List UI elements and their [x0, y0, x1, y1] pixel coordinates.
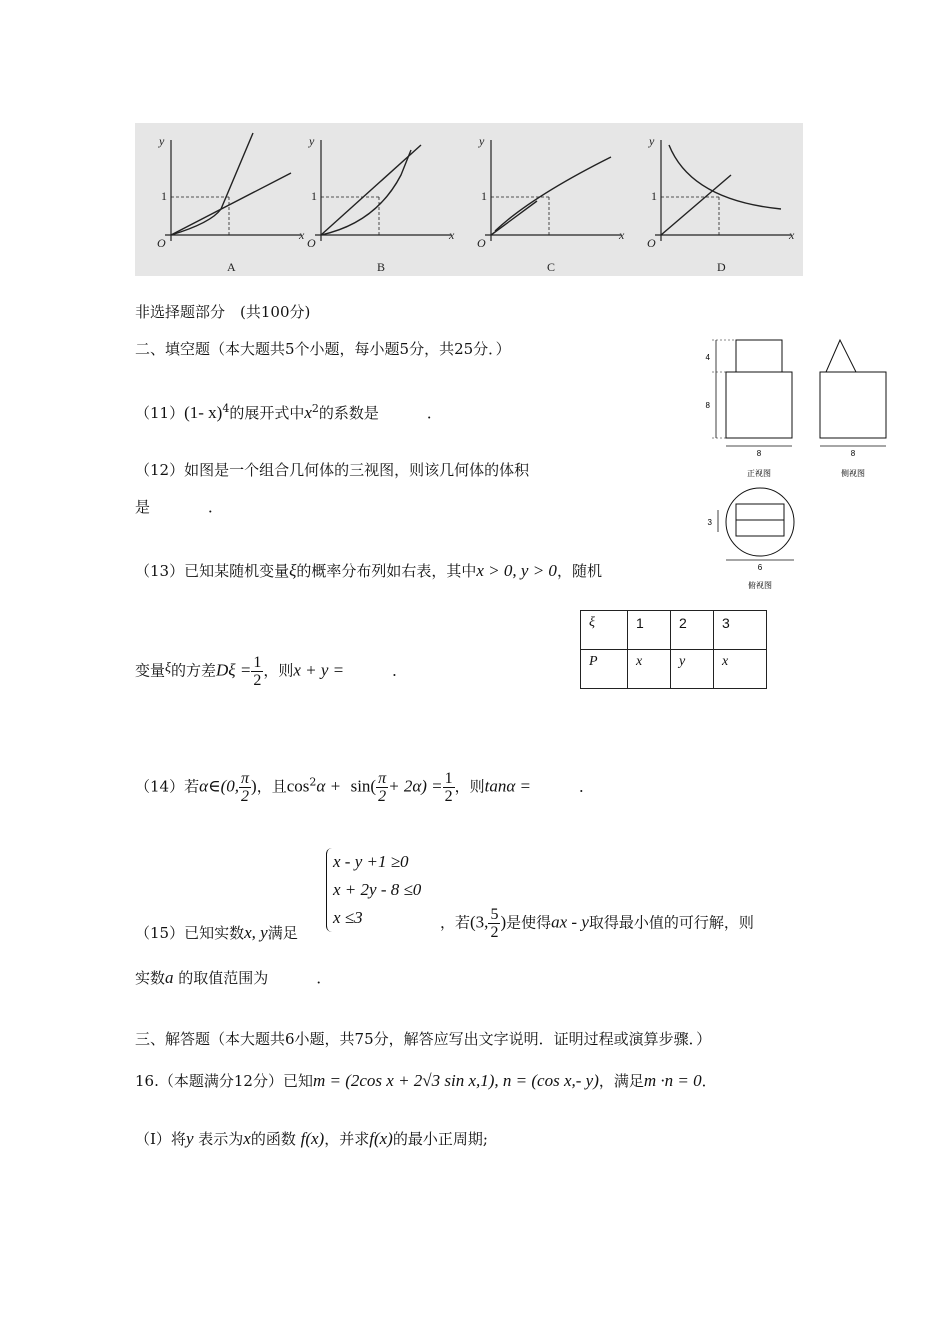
- three-views-figure: [690, 330, 900, 600]
- section3-title: 三、解答题（本大题共6小题，共75分，解答应写出文字说明．证明过程或演算步骤．）: [135, 1030, 712, 1048]
- graph-label: D: [717, 260, 726, 274]
- front-view-label: 正视图: [747, 469, 771, 478]
- section2-title: 二、填空题（本大题共5个小题，每小题5分，共25分．）: [135, 340, 511, 358]
- axis-label-y: y: [649, 134, 655, 148]
- dim-label: 3: [707, 518, 712, 527]
- origin-label: O: [157, 236, 166, 250]
- origin-label: O: [477, 236, 486, 250]
- table-cell: 1: [628, 611, 671, 650]
- question-12-line2: 是 ．: [135, 498, 224, 516]
- dim-label: 6: [757, 563, 763, 572]
- dim-label: 8: [705, 401, 710, 410]
- table-cell: ξ: [581, 611, 628, 650]
- table-row: [581, 650, 767, 689]
- question-16: 16.（本题满分12分）已知m = (2cos x + 2√3 sin x,1), n = (cos x,- y)，满足m ·n = 0．: [135, 1071, 717, 1090]
- table-cell: 2: [671, 611, 714, 650]
- axis-label-x: x: [449, 228, 455, 242]
- question-13: （13）已知某随机变量ξ的概率分布列如右表，其中x > 0, y > 0，随机: [135, 561, 602, 580]
- probability-distribution-table: [580, 610, 767, 689]
- tick-label: 1: [651, 189, 657, 203]
- table-cell: x: [714, 650, 767, 689]
- table-cell: y: [671, 650, 714, 689]
- origin-label: O: [307, 236, 316, 250]
- axis-label-x: x: [299, 228, 305, 242]
- tick-label: 1: [311, 189, 317, 203]
- axis-label-x: x: [789, 228, 795, 242]
- question-15: （15）已知实数x, y满足: [135, 923, 298, 942]
- section2-header: 非选择题部分 (共100分): [135, 303, 311, 321]
- question-14: （14）若α∈(0, $\frac{\pi}{2}$ )，且$\cos^2\alpha + \sin$( $\frac{\pi}{2}$ + 2α) = $\frac{1}{2}$ ，则tanα = ．: [135, 770, 595, 805]
- table-row: [581, 611, 767, 650]
- function-curve: [171, 173, 291, 235]
- question-13-line2: 变量ξ的方差Dξ = $\frac{1}{2}$ ，则x + y = ．: [135, 654, 408, 689]
- question-15-cont: ，若(3, $\frac{5}{2}$ )是使得ax - y取得最小值的可行解，则: [440, 906, 754, 941]
- graph-label: B: [377, 260, 386, 274]
- graph-label: C: [547, 260, 556, 274]
- question-12: （12）如图是一个组合几何体的三视图，则该几何体的体积: [135, 461, 530, 479]
- constraint-system: x - y +1 ≥0 x + 2y - 8 ≤0 x ≤3: [326, 848, 421, 932]
- function-curve: [669, 145, 781, 209]
- dim-label: 4: [705, 353, 710, 362]
- dim-label: 8: [850, 449, 856, 458]
- dim-label: 8: [756, 449, 762, 458]
- table-cell: 3: [714, 611, 767, 650]
- top-view-label: 俯视图: [748, 581, 772, 590]
- tick-label: 1: [481, 189, 487, 203]
- graph-label: A: [227, 260, 236, 274]
- table-cell: x: [628, 650, 671, 689]
- axis-label-y: y: [309, 134, 315, 148]
- axis-label-y: y: [159, 134, 165, 148]
- function-curve: [321, 145, 421, 235]
- function-curve: [491, 201, 537, 235]
- side-view-label: 侧视图: [841, 469, 865, 478]
- function-curve: [171, 133, 253, 235]
- axis-label-y: y: [479, 134, 485, 148]
- question-15-line2: 实数a 的取值范围为 ．: [135, 968, 332, 987]
- origin-label: O: [647, 236, 656, 250]
- axis-label-x: x: [619, 228, 625, 242]
- tick-label: 1: [161, 189, 167, 203]
- question-11: （11）(1- x)$^4$的展开式中$x^2$的系数是 ．: [135, 402, 442, 422]
- question-16-part1: （I）将y 表示为x的函数 f(x)，并求f(x)的最小正周期;: [135, 1129, 488, 1148]
- table-cell: P: [581, 650, 628, 689]
- function-graphs-image: [135, 123, 803, 276]
- function-curve: [661, 175, 731, 235]
